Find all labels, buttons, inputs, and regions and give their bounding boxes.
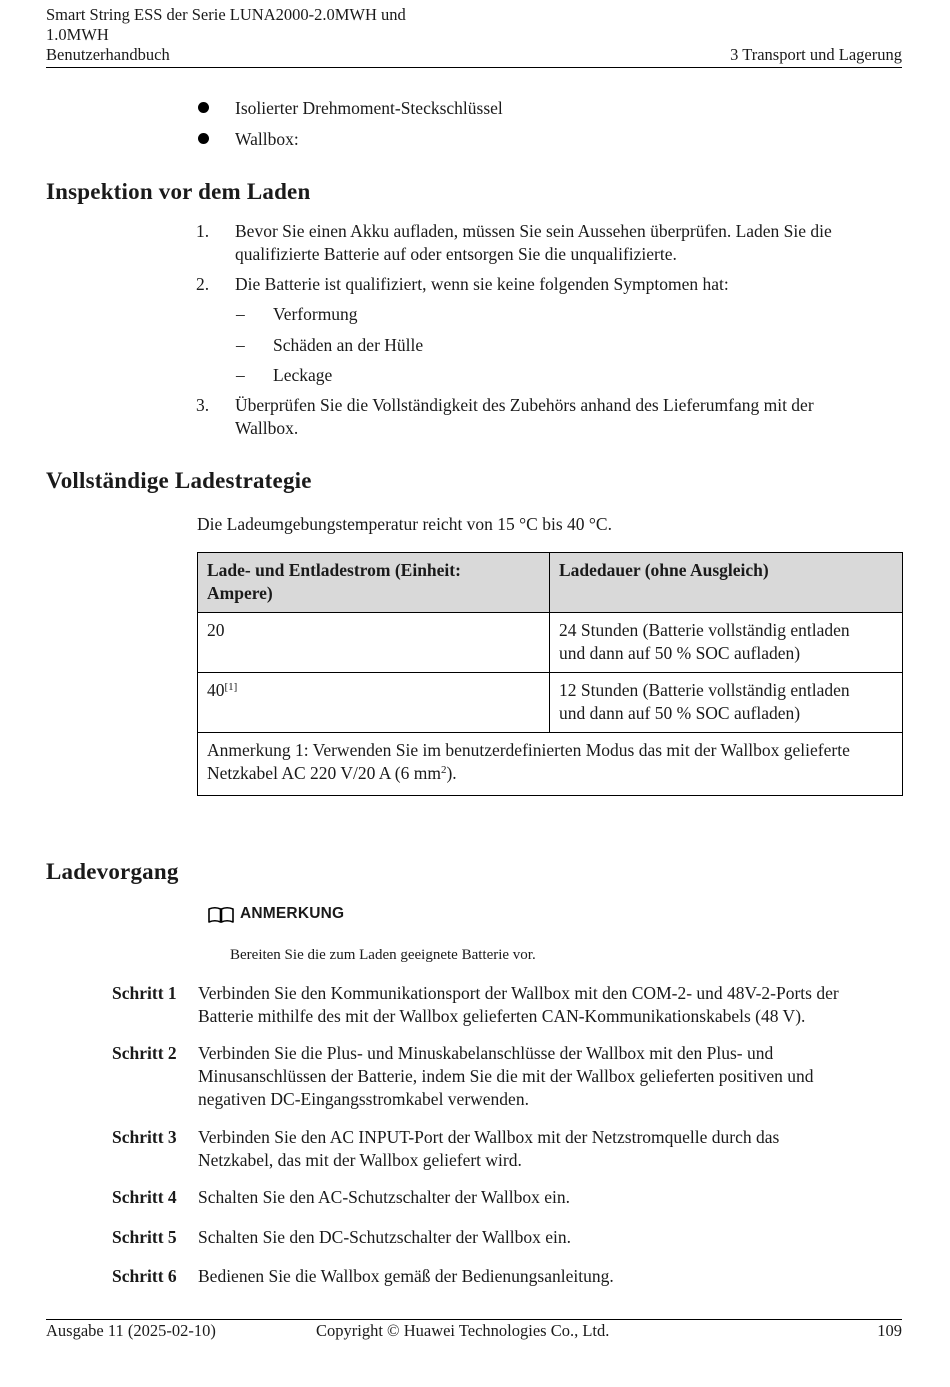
note-text-part: ). [446, 763, 457, 783]
table-header-duration: Ladedauer (ohne Ausgleich) [550, 553, 903, 613]
footnote-ref: [1] [224, 681, 238, 693]
cell-text: 24 Stunden (Batterie vollständig entladen [559, 620, 850, 640]
step-label: Schritt 5 [112, 1227, 177, 1247]
bullet-icon [198, 102, 209, 113]
text-line: Netzkabel, das mit der Wallbox geliefert wird. [198, 1150, 522, 1170]
footer-edition: Ausgabe 11 (2025-02-10) [46, 1321, 216, 1340]
step-text: Schalten Sie den DC-Schutzschalter der Wallbox ein. [198, 1227, 571, 1247]
note-text [207, 762, 893, 785]
text-line: Verbinden Sie den Kommunikationsport der Wallbox mit den COM-2- und 48V-2-Ports der [198, 983, 839, 1003]
footer-page-number: 109 [877, 1321, 902, 1340]
text-line: Batterie mithilfe des mit der Wallbox gelieferten CAN-Kommunikationskabels (48 V). [198, 1006, 806, 1026]
temperature-intro: Die Ladeumgebungstemperatur reicht von 15 °C bis 40 °C. [197, 514, 612, 534]
symptom-item: Leckage [273, 365, 333, 385]
current-value: 40 [207, 680, 225, 700]
step-text: Schalten Sie den AC-Schutzschalter der Wallbox ein. [198, 1187, 570, 1207]
note-label: ANMERKUNG [240, 905, 345, 922]
charging-strategy-table [197, 552, 903, 796]
superscript: 2 [440, 764, 447, 776]
step-text: Bedienen Sie die Wallbox gemäß der Bedienungsanleitung. [198, 1266, 614, 1286]
note-text: Anmerkung 1: Verwenden Sie im benutzerdefinierten Modus das mit der Wallbox gelieferte [207, 740, 850, 760]
step-text [198, 1126, 898, 1172]
symptom-item: Verformung [273, 304, 358, 324]
header-title-line2: 1.0MWH [46, 25, 109, 44]
tool-item: Isolierter Drehmoment-Steckschlüssel [235, 98, 503, 118]
header-rule [46, 67, 902, 68]
list-number: 3. [196, 395, 210, 415]
dash-marker: – [236, 365, 245, 385]
current-value: 20 [207, 620, 225, 640]
inspection-item-3 [235, 394, 814, 440]
footer-rule [46, 1319, 902, 1320]
step-label: Schritt 3 [112, 1127, 177, 1147]
bullet-icon [198, 133, 209, 144]
header-title [46, 5, 406, 65]
list-number: 2. [196, 274, 210, 294]
symptom-item: Schäden an der Hülle [273, 335, 424, 355]
table-footnote [198, 733, 903, 796]
section-heading-procedure: Ladevorgang [46, 859, 179, 884]
book-icon [207, 906, 235, 924]
table-note-row [198, 733, 903, 796]
cell-text: und dann auf 50 % SOC aufladen) [559, 643, 801, 663]
text-line: Verbinden Sie die Plus- und Minuskabelanschlüsse der Wallbox mit den Plus- und [198, 1043, 774, 1063]
tool-item: Wallbox: [235, 129, 299, 149]
note-text: Bereiten Sie die zum Laden geeignete Batterie vor. [230, 947, 536, 963]
table-cell-current [198, 613, 550, 673]
text-line: Bevor Sie einen Akku aufladen, müssen Sie sein Aussehen überprüfen. Laden Sie die [235, 221, 832, 241]
header-text: Lade- und Entladestrom (Einheit: [207, 560, 461, 580]
table-cell-current [198, 673, 550, 733]
section-heading-inspection: Inspektion vor dem Laden [46, 179, 311, 204]
text-line: Verbinden Sie den AC INPUT-Port der Wallbox mit der Netzstromquelle durch das [198, 1127, 780, 1147]
text-line: Überprüfen Sie die Vollständigkeit des Zubehörs anhand des Lieferumfang mit der [235, 395, 814, 415]
section-heading-strategy: Vollständige Ladestrategie [46, 468, 312, 493]
cell-text: und dann auf 50 % SOC aufladen) [559, 703, 801, 723]
header-title-line1: Smart String ESS der Serie LUNA2000-2.0MWH und [46, 5, 406, 24]
text-line: qualifizierte Batterie auf oder entsorgen Sie die unqualifizierte. [235, 244, 677, 264]
inspection-item-2: Die Batterie ist qualifiziert, wenn sie keine folgenden Symptomen hat: [235, 274, 729, 294]
text-line: Wallbox. [235, 418, 299, 438]
table-header-row [198, 553, 903, 613]
note-text-part: Netzkabel AC 220 V/20 A (6 mm [207, 763, 441, 783]
cell-text: 12 Stunden (Batterie vollständig entladen [559, 680, 850, 700]
step-label: Schritt 2 [112, 1043, 177, 1063]
list-number: 1. [196, 221, 210, 241]
dash-marker: – [236, 304, 245, 324]
dash-marker: – [236, 335, 245, 355]
inspection-item-1 [235, 220, 832, 266]
table-cell-duration [550, 613, 903, 673]
step-label: Schritt 1 [112, 983, 177, 1003]
table-header-current [198, 553, 550, 613]
step-label: Schritt 4 [112, 1187, 177, 1207]
header-doc-type: Benutzerhandbuch [46, 45, 170, 64]
table-cell-duration [550, 673, 903, 733]
header-text: Ampere) [207, 583, 273, 603]
step-text [198, 1042, 898, 1111]
footer-copyright: Copyright © Huawei Technologies Co., Ltd. [316, 1321, 610, 1340]
text-line: Minusanschlüssen der Batterie, indem Sie die mit der Wallbox gelieferten positiven und [198, 1066, 814, 1086]
table-row [198, 613, 903, 673]
table-row [198, 673, 903, 733]
text-line: negativen DC-Eingangsstromkabel verwenden. [198, 1089, 529, 1109]
step-text [198, 982, 898, 1028]
header-chapter: 3 Transport und Lagerung [730, 45, 902, 64]
step-label: Schritt 6 [112, 1266, 177, 1286]
